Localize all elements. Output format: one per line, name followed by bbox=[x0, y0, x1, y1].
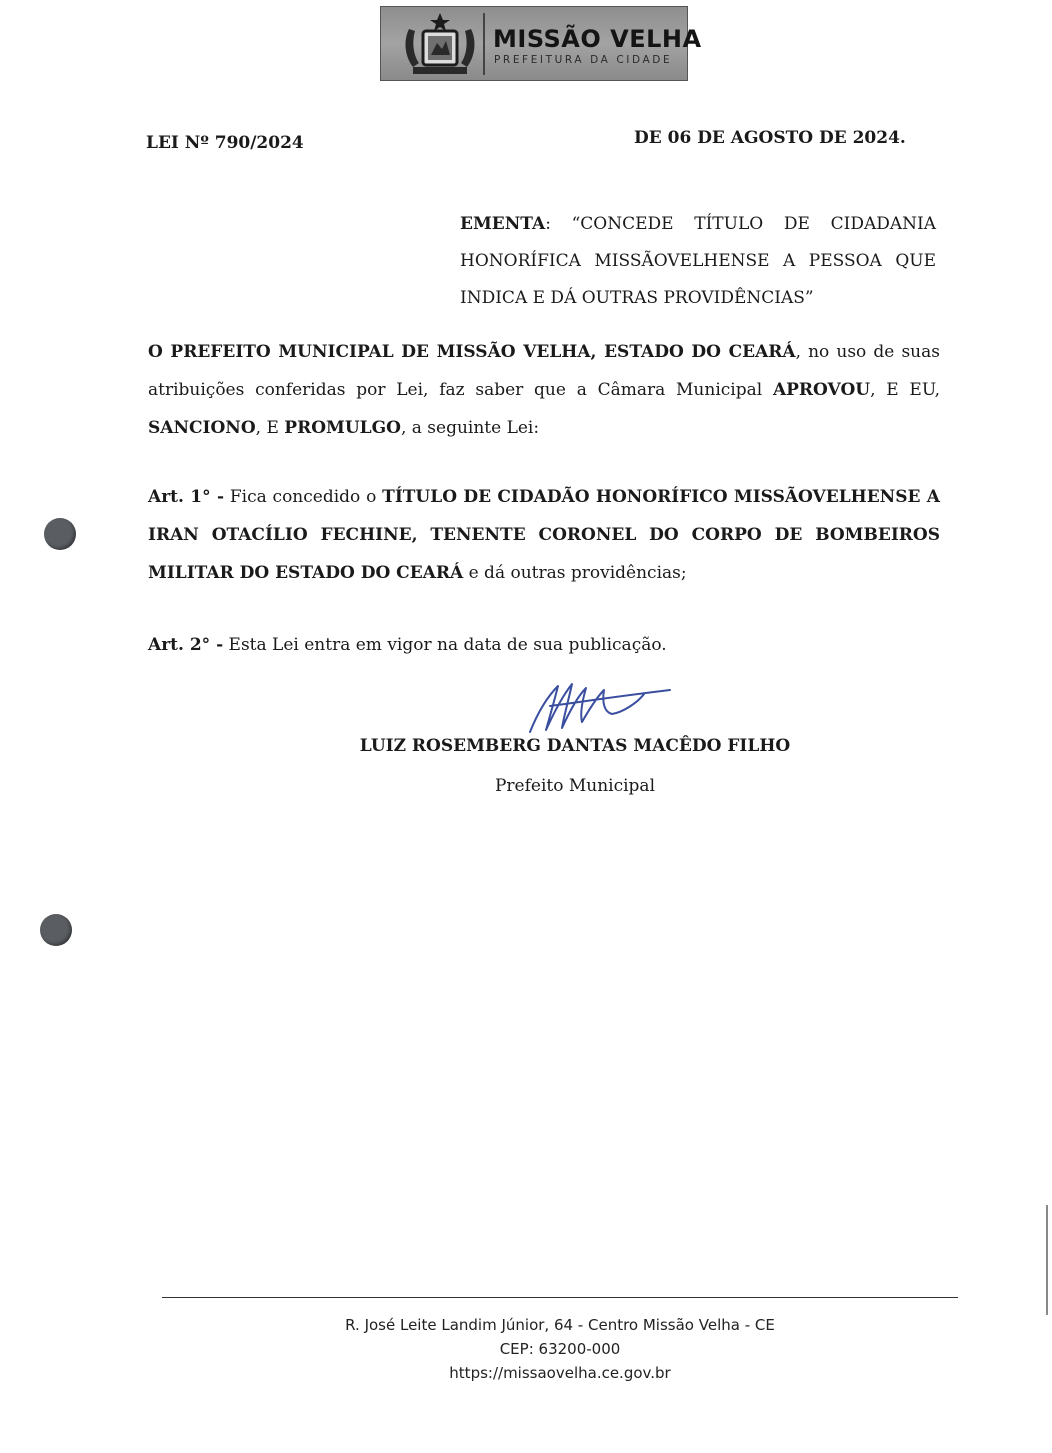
logo-divider bbox=[483, 13, 485, 75]
preamble-bold-4: PROMULGO bbox=[284, 418, 401, 438]
law-date: DE 06 DE AGOSTO DE 2024. bbox=[634, 128, 906, 148]
article-1-text-1: Fica concedido o bbox=[224, 487, 383, 507]
binder-hole bbox=[40, 914, 72, 946]
city-logo bbox=[380, 6, 702, 81]
article-1-label: Art. 1° - bbox=[148, 487, 224, 507]
preamble-bold-3: SANCIONO bbox=[148, 418, 256, 438]
footer-url-text[interactable]: https://missaovelha.ce.gov.br bbox=[449, 1364, 671, 1382]
preamble-text-4: , a seguinte Lei: bbox=[400, 418, 540, 438]
law-number: LEI Nº 790/2024 bbox=[146, 133, 304, 153]
handwritten-signature bbox=[520, 672, 680, 736]
binder-hole bbox=[44, 518, 76, 550]
signatory-role: Prefeito Municipal bbox=[494, 776, 656, 796]
article-2-label: Art. 2° - bbox=[148, 635, 224, 655]
footer-divider bbox=[162, 1297, 958, 1298]
preamble bbox=[148, 333, 940, 447]
footer-cep: CEP: 63200-000 bbox=[499, 1340, 621, 1358]
logo-subtitle: PREFEITURA DA CIDADE bbox=[494, 54, 673, 66]
ementa bbox=[460, 206, 936, 317]
article-1 bbox=[148, 478, 940, 592]
preamble-text-1: , no uso de suas atribuições conferidas por Lei, faz saber que a Câmara Municipal bbox=[148, 342, 940, 400]
article-2 bbox=[148, 626, 940, 664]
signatory-name: LUIZ ROSEMBERG DANTAS MACÊDO FILHO bbox=[359, 736, 791, 756]
preamble-bold-1: O PREFEITO MUNICIPAL DE MISSÃO VELHA, ESTADO DO CEARÁ bbox=[148, 342, 796, 362]
footer-address: R. José Leite Landim Júnior, 64 - Centro Missão Velha - CE bbox=[345, 1316, 775, 1334]
article-2-text: Esta Lei entra em vigor na data de sua publicação. bbox=[223, 635, 667, 655]
city-crest-icon bbox=[395, 11, 485, 77]
scan-edge-mark bbox=[1046, 1205, 1048, 1315]
footer-url[interactable] bbox=[200, 1364, 920, 1382]
preamble-text-3: , E bbox=[255, 418, 285, 438]
ementa-text: : “CONCEDE TÍTULO DE CIDADANIA HONORÍFICA MISSÃOVELHENSE A PESSOA QUE INDICA E DÁ OUTRAS PROVIDÊNCIAS” bbox=[460, 214, 936, 308]
preamble-text-2: , E EU, bbox=[870, 380, 941, 400]
ementa-label: EMENTA bbox=[460, 214, 546, 234]
preamble-bold-2: APROVOU bbox=[772, 380, 871, 400]
article-1-bold: TÍTULO DE CIDADÃO HONORÍFICO MISSÃOVELHENSE A IRAN OTACÍLIO FECHINE, TENENTE CORONEL DO CORPO DE BOMBEIROS MILITAR DO ESTADO DO CEARÁ bbox=[148, 487, 940, 583]
article-1-text-2: e dá outras providências; bbox=[463, 563, 687, 583]
logo-title: MISSÃO VELHA bbox=[493, 25, 702, 53]
